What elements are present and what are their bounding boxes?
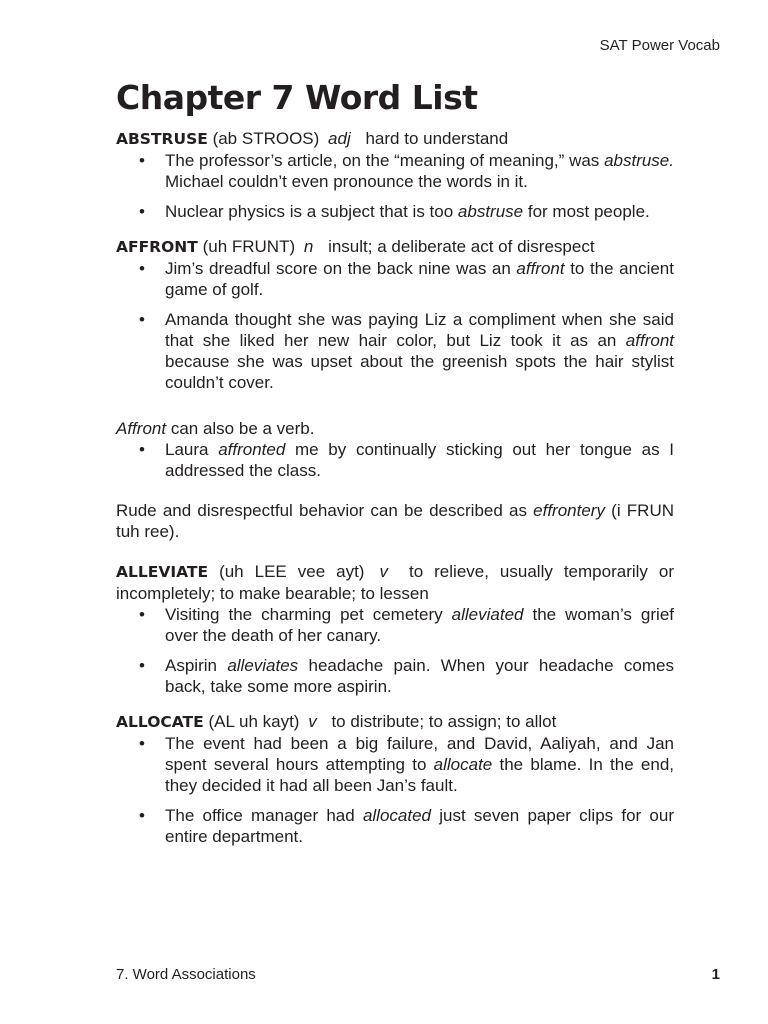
bullet-icon: • [139,734,145,753]
italic-term: affront [516,259,565,278]
entry-pronunciation: (ab STROOS) [212,129,320,148]
example-item [116,805,674,847]
example-list [116,604,674,697]
italic-term: affront [625,331,674,350]
italic-term: alleviates [227,656,299,675]
example-item [116,201,674,222]
bullet-icon: • [139,151,145,170]
example-text: Jim’s dreadful score on the back nine was an affront to the ancient game of golf. [165,259,674,299]
entry-pronunciation: (AL uh kayt) [208,712,300,731]
example-text: Laura affronted me by continually sticking out her tongue as I addressed the class. [165,440,675,480]
entry-pos: v [379,562,388,581]
entry-abstruse-head [116,128,674,150]
italic-term: Affront [116,419,167,438]
example-item [116,309,674,393]
example-item [116,655,674,697]
word-list [116,128,674,847]
bullet-icon: • [139,310,145,329]
italic-term: abstruse. [604,151,674,170]
example-item [116,733,674,796]
bullet-icon: • [139,202,145,221]
page-title: Chapter 7 Word List [116,78,478,117]
example-text: The event had been a big failure, and David, Aaliyah, and Jan spent several hours attempting to allocate the blame. In the end, they decided it had all been Jan’s fault. [165,734,674,795]
example-item [116,150,674,192]
italic-term: effrontery [533,501,605,520]
entry-allocate-head [116,711,674,733]
entry-pos: n [303,237,314,256]
entry-term: ALLEVIATE [116,563,209,581]
running-header: SAT Power Vocab [599,37,720,54]
italic-term: alleviated [451,605,524,624]
entry-definition: insult; a deliberate act of disrespect [328,237,595,256]
note-effrontery: Rude and disrespectful behavior can be described as effrontery (i FRUN tuh ree). [116,501,674,541]
bullet-icon: • [139,605,145,624]
entry-term: AFFRONT [116,238,198,256]
example-text: Visiting the charming pet cemetery alleviated the woman’s grief over the death of her canary. [165,605,674,645]
example-list [116,258,674,393]
example-item [116,604,674,646]
entry-definition: to distribute; to assign; to allot [331,712,557,731]
example-item [116,258,674,300]
entry-term: ABSTRUSE [116,130,208,148]
example-item [116,439,674,481]
bullet-icon: • [139,440,145,459]
entry-pos: v [308,712,317,731]
example-list [116,150,674,222]
example-list [116,733,674,847]
example-text: Amanda thought she was paying Liz a compliment when she said that she liked her new hair color, but Liz took it as an affront because she was upset about the greenish spots the hair stylist couldn’t cover. [165,310,674,392]
entry-term: ALLOCATE [116,713,204,731]
entry-pos: adj [328,129,351,148]
italic-term: allocated [362,806,431,825]
entry-definition: to relieve, usually temporarily or incompletely; to make bearable; to lessen [116,562,675,603]
italic-term: affronted [218,440,286,459]
italic-term: abstruse [457,202,524,221]
entry-affront-head [116,236,674,258]
example-text: The office manager had allocated just seven paper clips for our entire department. [165,806,674,846]
bullet-icon: • [139,259,145,278]
page-number: 1 [711,966,720,983]
entry-pronunciation: (uh FRUNT) [202,237,296,256]
footer-section: 7. Word Associations [116,966,256,983]
bullet-icon: • [139,806,145,825]
italic-term: allocate [433,755,493,774]
bullet-icon: • [139,656,145,675]
entry-pronunciation: (uh LEE vee ayt) [219,562,365,581]
example-text: Nuclear physics is a subject that is too abstruse for most people. [165,202,650,221]
example-list [116,439,674,481]
example-text: The professor’s article, on the “meaning of meaning,” was abstruse. Michael couldn’t even pronounce the words in it. [165,151,674,191]
example-text: Aspirin alleviates headache pain. When your headache comes back, take some more aspirin. [165,656,675,696]
entry-definition: hard to understand [365,129,509,148]
note-verb: Affront can also be a verb. [116,419,315,438]
entry-alleviate-head [116,561,674,604]
